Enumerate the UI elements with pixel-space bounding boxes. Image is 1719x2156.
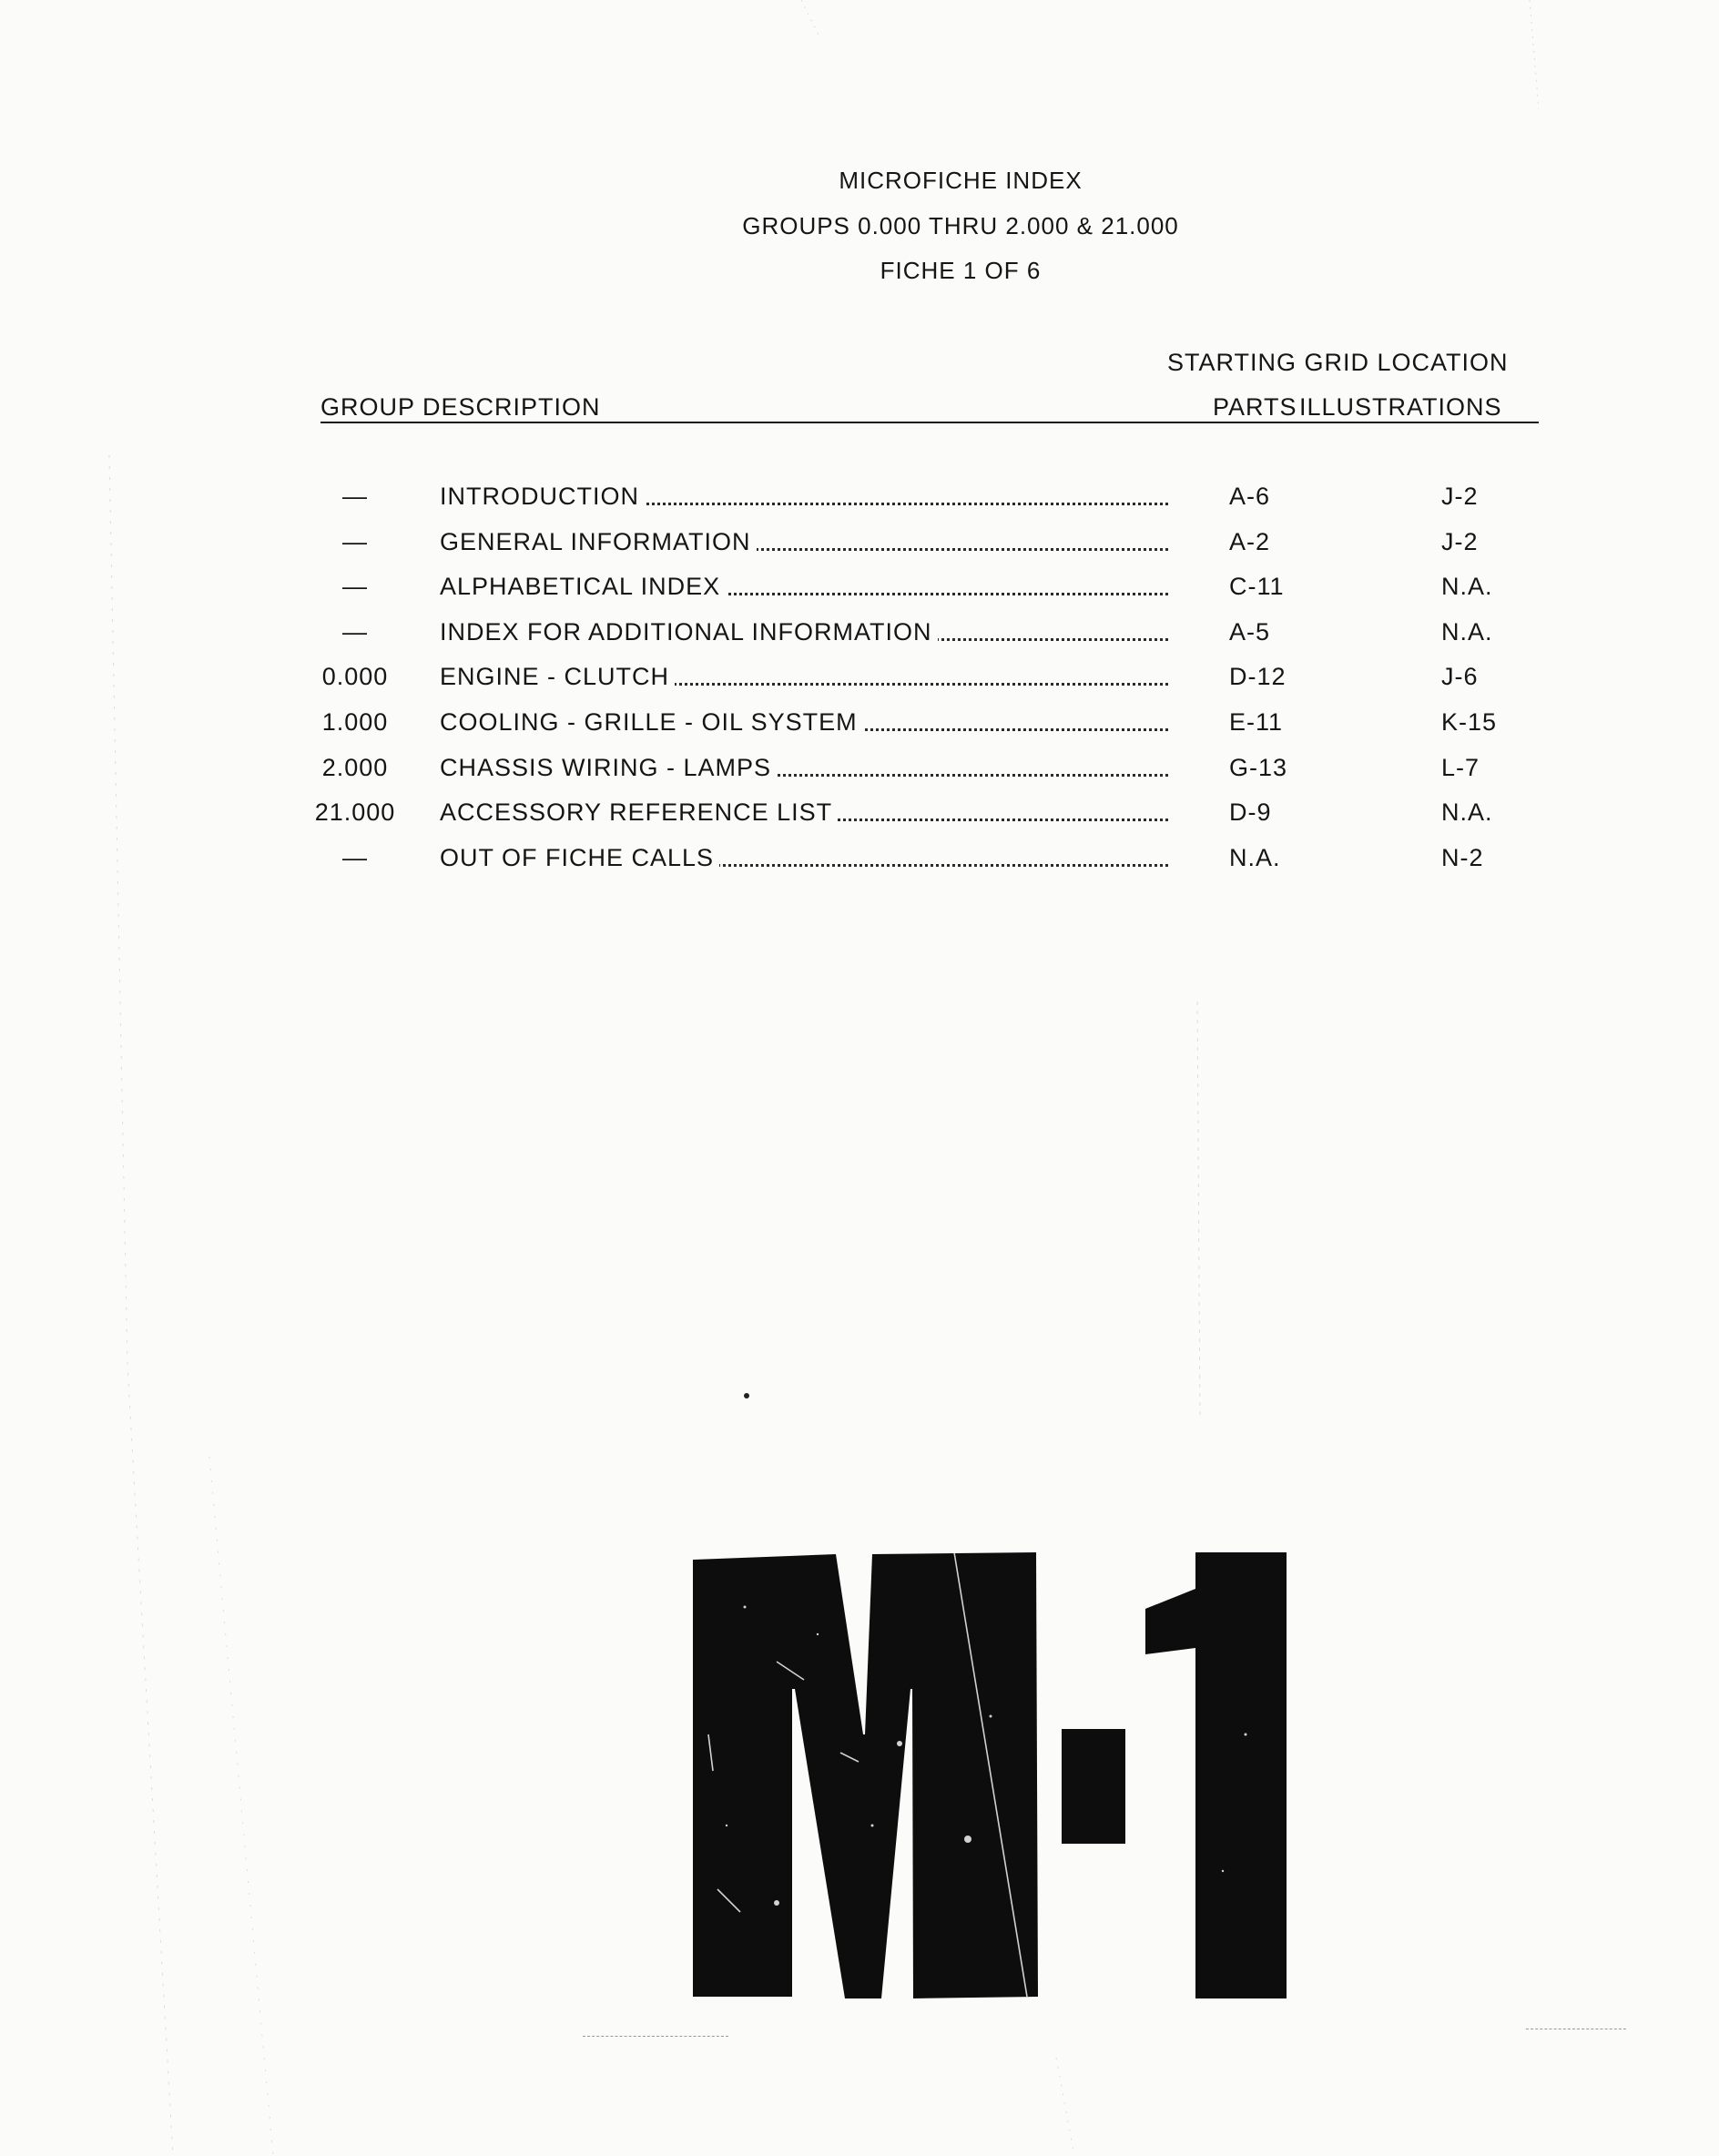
group-description: ALPHABETICAL INDEX — [440, 573, 1168, 601]
parts-grid-location: N.A. — [1229, 843, 1281, 871]
group-number: — — [342, 527, 368, 555]
parts-grid-location: A-2 — [1229, 527, 1271, 555]
table-row — [0, 663, 1719, 708]
table-row — [0, 798, 1719, 844]
table-row — [0, 754, 1719, 799]
scan-artifact-line — [583, 2036, 728, 2038]
illustrations-grid-location: N.A. — [1441, 798, 1493, 827]
group-description: ENGINE - CLUTCH — [440, 663, 1168, 691]
table-row — [0, 483, 1719, 528]
group-number: — — [342, 483, 368, 510]
table-row — [0, 708, 1719, 754]
group-number: 21.000 — [314, 798, 396, 827]
groups-range: GROUPS 0.000 THRU 2.000 & 21.000 — [742, 212, 1179, 239]
fiche-mark-m1 — [690, 1552, 1291, 1998]
illustrations-grid-location: N-2 — [1441, 843, 1484, 871]
parts-grid-location: E-11 — [1229, 707, 1284, 736]
parts-heading: PARTS — [1213, 393, 1297, 421]
fiche-number: FICHE 1 OF 6 — [880, 257, 1042, 284]
illustrations-grid-location: J-2 — [1441, 527, 1479, 555]
group-description: CHASSIS WIRING - LAMPS — [440, 754, 1168, 782]
group-number: — — [342, 843, 368, 871]
page-title: MICROFICHE INDEX — [839, 167, 1083, 194]
illustrations-grid-location: K-15 — [1441, 707, 1498, 736]
group-number: 0.000 — [321, 663, 389, 691]
illustrations-grid-location: J-2 — [1441, 483, 1479, 510]
parts-grid-location: D-9 — [1229, 798, 1272, 827]
group-description: ACCESSORY REFERENCE LIST — [440, 798, 1168, 827]
group-description-heading: GROUP DESCRIPTION — [320, 393, 601, 421]
group-description: INDEX FOR ADDITIONAL INFORMATION — [440, 618, 1168, 646]
group-number: 1.000 — [321, 707, 389, 736]
parts-grid-location: A-5 — [1229, 617, 1271, 646]
illustrations-heading: ILLUSTRATIONS — [1299, 393, 1502, 421]
table-row — [0, 618, 1719, 664]
group-description: INTRODUCTION — [440, 483, 1168, 511]
illustrations-grid-location: N.A. — [1441, 573, 1493, 601]
illustrations-grid-location: J-6 — [1441, 663, 1479, 691]
parts-grid-location: G-13 — [1229, 753, 1288, 781]
parts-grid-location: C-11 — [1229, 573, 1285, 601]
starting-grid-heading: STARTING GRID LOCATION — [1167, 349, 1509, 376]
group-number: — — [342, 617, 368, 646]
scan-artifact-line — [1526, 2029, 1626, 2030]
index-table — [0, 483, 1719, 889]
illustrations-grid-location: L-7 — [1441, 753, 1480, 781]
group-description: GENERAL INFORMATION — [440, 528, 1168, 556]
header-rule — [320, 422, 1539, 423]
group-number: — — [342, 573, 368, 601]
group-number: 2.000 — [321, 753, 389, 781]
illustrations-grid-location: N.A. — [1441, 617, 1493, 646]
parts-grid-location: D-12 — [1229, 663, 1287, 691]
group-description: OUT OF FICHE CALLS — [440, 844, 1168, 872]
table-row — [0, 573, 1719, 618]
table-row — [0, 528, 1719, 574]
parts-grid-location: A-6 — [1229, 483, 1271, 510]
group-description: COOLING - GRILLE - OIL SYSTEM — [440, 708, 1168, 737]
table-row — [0, 844, 1719, 890]
